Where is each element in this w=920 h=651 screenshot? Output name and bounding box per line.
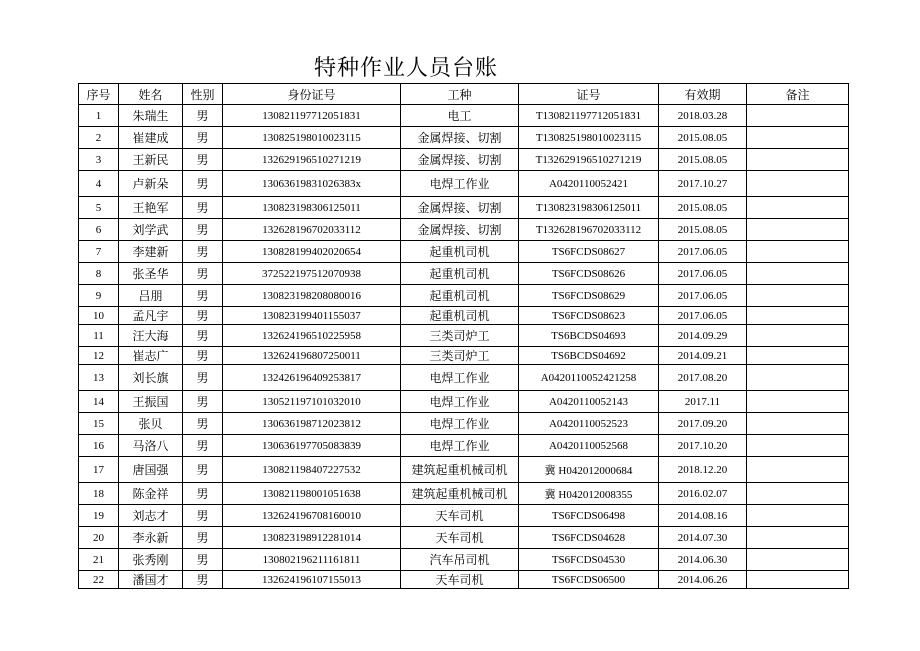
row-note bbox=[747, 285, 849, 307]
row-note bbox=[747, 571, 849, 589]
row-cert-number: A0420110052143 bbox=[519, 391, 659, 413]
row-work-type: 建筑起重机械司机 bbox=[401, 457, 519, 483]
row-cert-number: A0420110052421 bbox=[519, 171, 659, 197]
table-row bbox=[79, 219, 849, 241]
row-id-number: 372522197512070938 bbox=[223, 263, 401, 285]
row-work-type: 电焊工作业 bbox=[401, 413, 519, 435]
header-gender: 性别 bbox=[183, 84, 223, 105]
row-gender: 男 bbox=[183, 127, 223, 149]
row-valid-until: 2014.09.29 bbox=[659, 325, 747, 347]
row-gender: 男 bbox=[183, 263, 223, 285]
row-seq: 13 bbox=[79, 365, 119, 391]
table-row bbox=[79, 391, 849, 413]
row-seq: 16 bbox=[79, 435, 119, 457]
row-work-type: 电焊工作业 bbox=[401, 435, 519, 457]
row-valid-until: 2015.08.05 bbox=[659, 219, 747, 241]
row-id-number: 132426196409253817 bbox=[223, 365, 401, 391]
row-cert-number: T130821197712051831 bbox=[519, 105, 659, 127]
row-cert-number: TS6FCDS04628 bbox=[519, 527, 659, 549]
row-gender: 男 bbox=[183, 391, 223, 413]
row-valid-until: 2014.09.21 bbox=[659, 347, 747, 365]
row-name: 李永新 bbox=[119, 527, 183, 549]
row-gender: 男 bbox=[183, 571, 223, 589]
row-valid-until: 2018.12.20 bbox=[659, 457, 747, 483]
row-gender: 男 bbox=[183, 149, 223, 171]
row-id-number: 130825198010023115 bbox=[223, 127, 401, 149]
table-body bbox=[79, 105, 849, 589]
table-row bbox=[79, 435, 849, 457]
row-seq: 5 bbox=[79, 197, 119, 219]
row-cert-number: TS6FCDS08629 bbox=[519, 285, 659, 307]
row-seq: 19 bbox=[79, 505, 119, 527]
row-valid-until: 2017.06.05 bbox=[659, 285, 747, 307]
row-id-number: 132624196708160010 bbox=[223, 505, 401, 527]
row-note bbox=[747, 219, 849, 241]
header-note: 备注 bbox=[747, 84, 849, 105]
row-gender: 男 bbox=[183, 171, 223, 197]
row-valid-until: 2015.08.05 bbox=[659, 127, 747, 149]
table-row bbox=[79, 325, 849, 347]
row-id-number: 130821198001051638 bbox=[223, 483, 401, 505]
row-name: 刘长旗 bbox=[119, 365, 183, 391]
table-row bbox=[79, 149, 849, 171]
row-gender: 男 bbox=[183, 307, 223, 325]
row-id-number: 130828199402020654 bbox=[223, 241, 401, 263]
row-gender: 男 bbox=[183, 105, 223, 127]
row-name: 陈金祥 bbox=[119, 483, 183, 505]
row-id-number: 130636198712023812 bbox=[223, 413, 401, 435]
row-valid-until: 2018.03.28 bbox=[659, 105, 747, 127]
row-seq: 3 bbox=[79, 149, 119, 171]
table-row bbox=[79, 285, 849, 307]
row-seq: 12 bbox=[79, 347, 119, 365]
row-note bbox=[747, 527, 849, 549]
row-work-type: 起重机司机 bbox=[401, 263, 519, 285]
row-gender: 男 bbox=[183, 325, 223, 347]
row-cert-number: T132628196702033112 bbox=[519, 219, 659, 241]
row-name: 张秀刚 bbox=[119, 549, 183, 571]
row-gender: 男 bbox=[183, 285, 223, 307]
row-name: 刘学武 bbox=[119, 219, 183, 241]
row-note bbox=[747, 347, 849, 365]
row-name: 李建新 bbox=[119, 241, 183, 263]
row-seq: 11 bbox=[79, 325, 119, 347]
row-cert-number: TS6BCDS04693 bbox=[519, 325, 659, 347]
row-name: 马洛八 bbox=[119, 435, 183, 457]
row-note bbox=[747, 549, 849, 571]
row-name: 朱瑞生 bbox=[119, 105, 183, 127]
row-seq: 7 bbox=[79, 241, 119, 263]
row-cert-number: TS6FCDS08623 bbox=[519, 307, 659, 325]
row-note bbox=[747, 127, 849, 149]
row-id-number: 132624196107155013 bbox=[223, 571, 401, 589]
row-cert-number: T130825198010023115 bbox=[519, 127, 659, 149]
row-id-number: 132624196807250011 bbox=[223, 347, 401, 365]
row-cert-number: TS6FCDS06498 bbox=[519, 505, 659, 527]
row-note bbox=[747, 391, 849, 413]
row-note bbox=[747, 435, 849, 457]
row-name: 崔建成 bbox=[119, 127, 183, 149]
table-row bbox=[79, 571, 849, 589]
table-row bbox=[79, 483, 849, 505]
table-row bbox=[79, 307, 849, 325]
row-id-number: 130823199401155037 bbox=[223, 307, 401, 325]
row-name: 王新民 bbox=[119, 149, 183, 171]
row-seq: 14 bbox=[79, 391, 119, 413]
table-row bbox=[79, 457, 849, 483]
row-id-number: 130821197712051831 bbox=[223, 105, 401, 127]
row-cert-number: TS6FCDS06500 bbox=[519, 571, 659, 589]
table-row bbox=[79, 263, 849, 285]
row-note bbox=[747, 307, 849, 325]
row-note bbox=[747, 325, 849, 347]
row-work-type: 金属焊接、切割 bbox=[401, 127, 519, 149]
row-cert-number: TS6FCDS04530 bbox=[519, 549, 659, 571]
row-id-number: 132629196510271219 bbox=[223, 149, 401, 171]
row-valid-until: 2014.08.16 bbox=[659, 505, 747, 527]
row-seq: 6 bbox=[79, 219, 119, 241]
row-id-number: 132624196510225958 bbox=[223, 325, 401, 347]
row-name: 卢新朵 bbox=[119, 171, 183, 197]
header-cert-number: 证号 bbox=[519, 84, 659, 105]
row-seq: 15 bbox=[79, 413, 119, 435]
row-note bbox=[747, 413, 849, 435]
row-note bbox=[747, 241, 849, 263]
row-valid-until: 2014.07.30 bbox=[659, 527, 747, 549]
row-seq: 18 bbox=[79, 483, 119, 505]
row-cert-number: A0420110052568 bbox=[519, 435, 659, 457]
row-valid-until: 2017.09.20 bbox=[659, 413, 747, 435]
row-valid-until: 2017.11 bbox=[659, 391, 747, 413]
row-name: 张圣华 bbox=[119, 263, 183, 285]
row-gender: 男 bbox=[183, 457, 223, 483]
table-row bbox=[79, 505, 849, 527]
table-row bbox=[79, 527, 849, 549]
row-valid-until: 2016.02.07 bbox=[659, 483, 747, 505]
row-gender: 男 bbox=[183, 527, 223, 549]
table-row bbox=[79, 549, 849, 571]
row-name: 唐国强 bbox=[119, 457, 183, 483]
row-seq: 17 bbox=[79, 457, 119, 483]
row-seq: 21 bbox=[79, 549, 119, 571]
row-name: 孟凡宇 bbox=[119, 307, 183, 325]
row-note bbox=[747, 263, 849, 285]
row-cert-number: A0420110052421258 bbox=[519, 365, 659, 391]
row-id-number: 130521197101032010 bbox=[223, 391, 401, 413]
row-id-number: 130823198306125011 bbox=[223, 197, 401, 219]
header-seq: 序号 bbox=[79, 84, 119, 105]
row-seq: 20 bbox=[79, 527, 119, 549]
header-id-number: 身份证号 bbox=[223, 84, 401, 105]
row-seq: 8 bbox=[79, 263, 119, 285]
row-gender: 男 bbox=[183, 549, 223, 571]
row-valid-until: 2017.08.20 bbox=[659, 365, 747, 391]
row-cert-number: 冀 H042012008355 bbox=[519, 483, 659, 505]
row-id-number: 130821198407227532 bbox=[223, 457, 401, 483]
row-gender: 男 bbox=[183, 197, 223, 219]
row-work-type: 电焊工作业 bbox=[401, 365, 519, 391]
header-work-type: 工种 bbox=[401, 84, 519, 105]
row-id-number: 13063619831026383x bbox=[223, 171, 401, 197]
header-row bbox=[79, 84, 849, 105]
table-row bbox=[79, 413, 849, 435]
row-seq: 1 bbox=[79, 105, 119, 127]
row-work-type: 起重机司机 bbox=[401, 241, 519, 263]
table-row bbox=[79, 347, 849, 365]
row-cert-number: TS6BCDS04692 bbox=[519, 347, 659, 365]
row-valid-until: 2017.10.27 bbox=[659, 171, 747, 197]
row-valid-until: 2017.06.05 bbox=[659, 307, 747, 325]
row-valid-until: 2015.08.05 bbox=[659, 149, 747, 171]
row-valid-until: 2017.06.05 bbox=[659, 241, 747, 263]
row-gender: 男 bbox=[183, 435, 223, 457]
row-cert-number: T132629196510271219 bbox=[519, 149, 659, 171]
header-valid-until: 有效期 bbox=[659, 84, 747, 105]
row-work-type: 电焊工作业 bbox=[401, 171, 519, 197]
row-cert-number: 冀 H042012000684 bbox=[519, 457, 659, 483]
row-id-number: 130823198912281014 bbox=[223, 527, 401, 549]
row-name: 吕朋 bbox=[119, 285, 183, 307]
row-gender: 男 bbox=[183, 365, 223, 391]
row-work-type: 天车司机 bbox=[401, 527, 519, 549]
row-id-number: 130823198208080016 bbox=[223, 285, 401, 307]
row-work-type: 天车司机 bbox=[401, 505, 519, 527]
row-gender: 男 bbox=[183, 347, 223, 365]
row-note bbox=[747, 171, 849, 197]
row-seq: 10 bbox=[79, 307, 119, 325]
row-work-type: 天车司机 bbox=[401, 571, 519, 589]
table-row bbox=[79, 171, 849, 197]
row-id-number: 130636197705083839 bbox=[223, 435, 401, 457]
personnel-ledger-table bbox=[78, 83, 849, 589]
row-note bbox=[747, 105, 849, 127]
row-work-type: 建筑起重机械司机 bbox=[401, 483, 519, 505]
row-cert-number: TS6FCDS08627 bbox=[519, 241, 659, 263]
row-note bbox=[747, 483, 849, 505]
row-cert-number: T130823198306125011 bbox=[519, 197, 659, 219]
page-title: 特种作业人员台账 bbox=[314, 56, 499, 81]
row-note bbox=[747, 505, 849, 527]
table-row bbox=[79, 197, 849, 219]
row-note bbox=[747, 197, 849, 219]
row-gender: 男 bbox=[183, 505, 223, 527]
row-cert-number: A0420110052523 bbox=[519, 413, 659, 435]
row-name: 崔志广 bbox=[119, 347, 183, 365]
row-work-type: 金属焊接、切割 bbox=[401, 197, 519, 219]
row-seq: 9 bbox=[79, 285, 119, 307]
table-row bbox=[79, 241, 849, 263]
row-valid-until: 2014.06.30 bbox=[659, 549, 747, 571]
row-valid-until: 2017.10.20 bbox=[659, 435, 747, 457]
row-name: 王艳军 bbox=[119, 197, 183, 219]
row-name: 张贝 bbox=[119, 413, 183, 435]
row-valid-until: 2014.06.26 bbox=[659, 571, 747, 589]
row-seq: 22 bbox=[79, 571, 119, 589]
row-id-number: 130802196211161811 bbox=[223, 549, 401, 571]
row-note bbox=[747, 457, 849, 483]
row-valid-until: 2015.08.05 bbox=[659, 197, 747, 219]
row-id-number: 132628196702033112 bbox=[223, 219, 401, 241]
header-name: 姓名 bbox=[119, 84, 183, 105]
row-work-type: 电工 bbox=[401, 105, 519, 127]
table-row bbox=[79, 105, 849, 127]
table-row bbox=[79, 365, 849, 391]
row-valid-until: 2017.06.05 bbox=[659, 263, 747, 285]
row-name: 王振国 bbox=[119, 391, 183, 413]
row-work-type: 汽车吊司机 bbox=[401, 549, 519, 571]
row-seq: 4 bbox=[79, 171, 119, 197]
row-work-type: 三类司炉工 bbox=[401, 325, 519, 347]
row-work-type: 起重机司机 bbox=[401, 307, 519, 325]
row-name: 潘国才 bbox=[119, 571, 183, 589]
row-note bbox=[747, 149, 849, 171]
row-gender: 男 bbox=[183, 219, 223, 241]
row-name: 刘志才 bbox=[119, 505, 183, 527]
row-gender: 男 bbox=[183, 483, 223, 505]
row-work-type: 金属焊接、切割 bbox=[401, 149, 519, 171]
row-work-type: 电焊工作业 bbox=[401, 391, 519, 413]
row-gender: 男 bbox=[183, 413, 223, 435]
row-cert-number: TS6FCDS08626 bbox=[519, 263, 659, 285]
row-seq: 2 bbox=[79, 127, 119, 149]
row-name: 汪大海 bbox=[119, 325, 183, 347]
row-note bbox=[747, 365, 849, 391]
row-work-type: 三类司炉工 bbox=[401, 347, 519, 365]
row-work-type: 起重机司机 bbox=[401, 285, 519, 307]
row-gender: 男 bbox=[183, 241, 223, 263]
row-work-type: 金属焊接、切割 bbox=[401, 219, 519, 241]
table-row bbox=[79, 127, 849, 149]
